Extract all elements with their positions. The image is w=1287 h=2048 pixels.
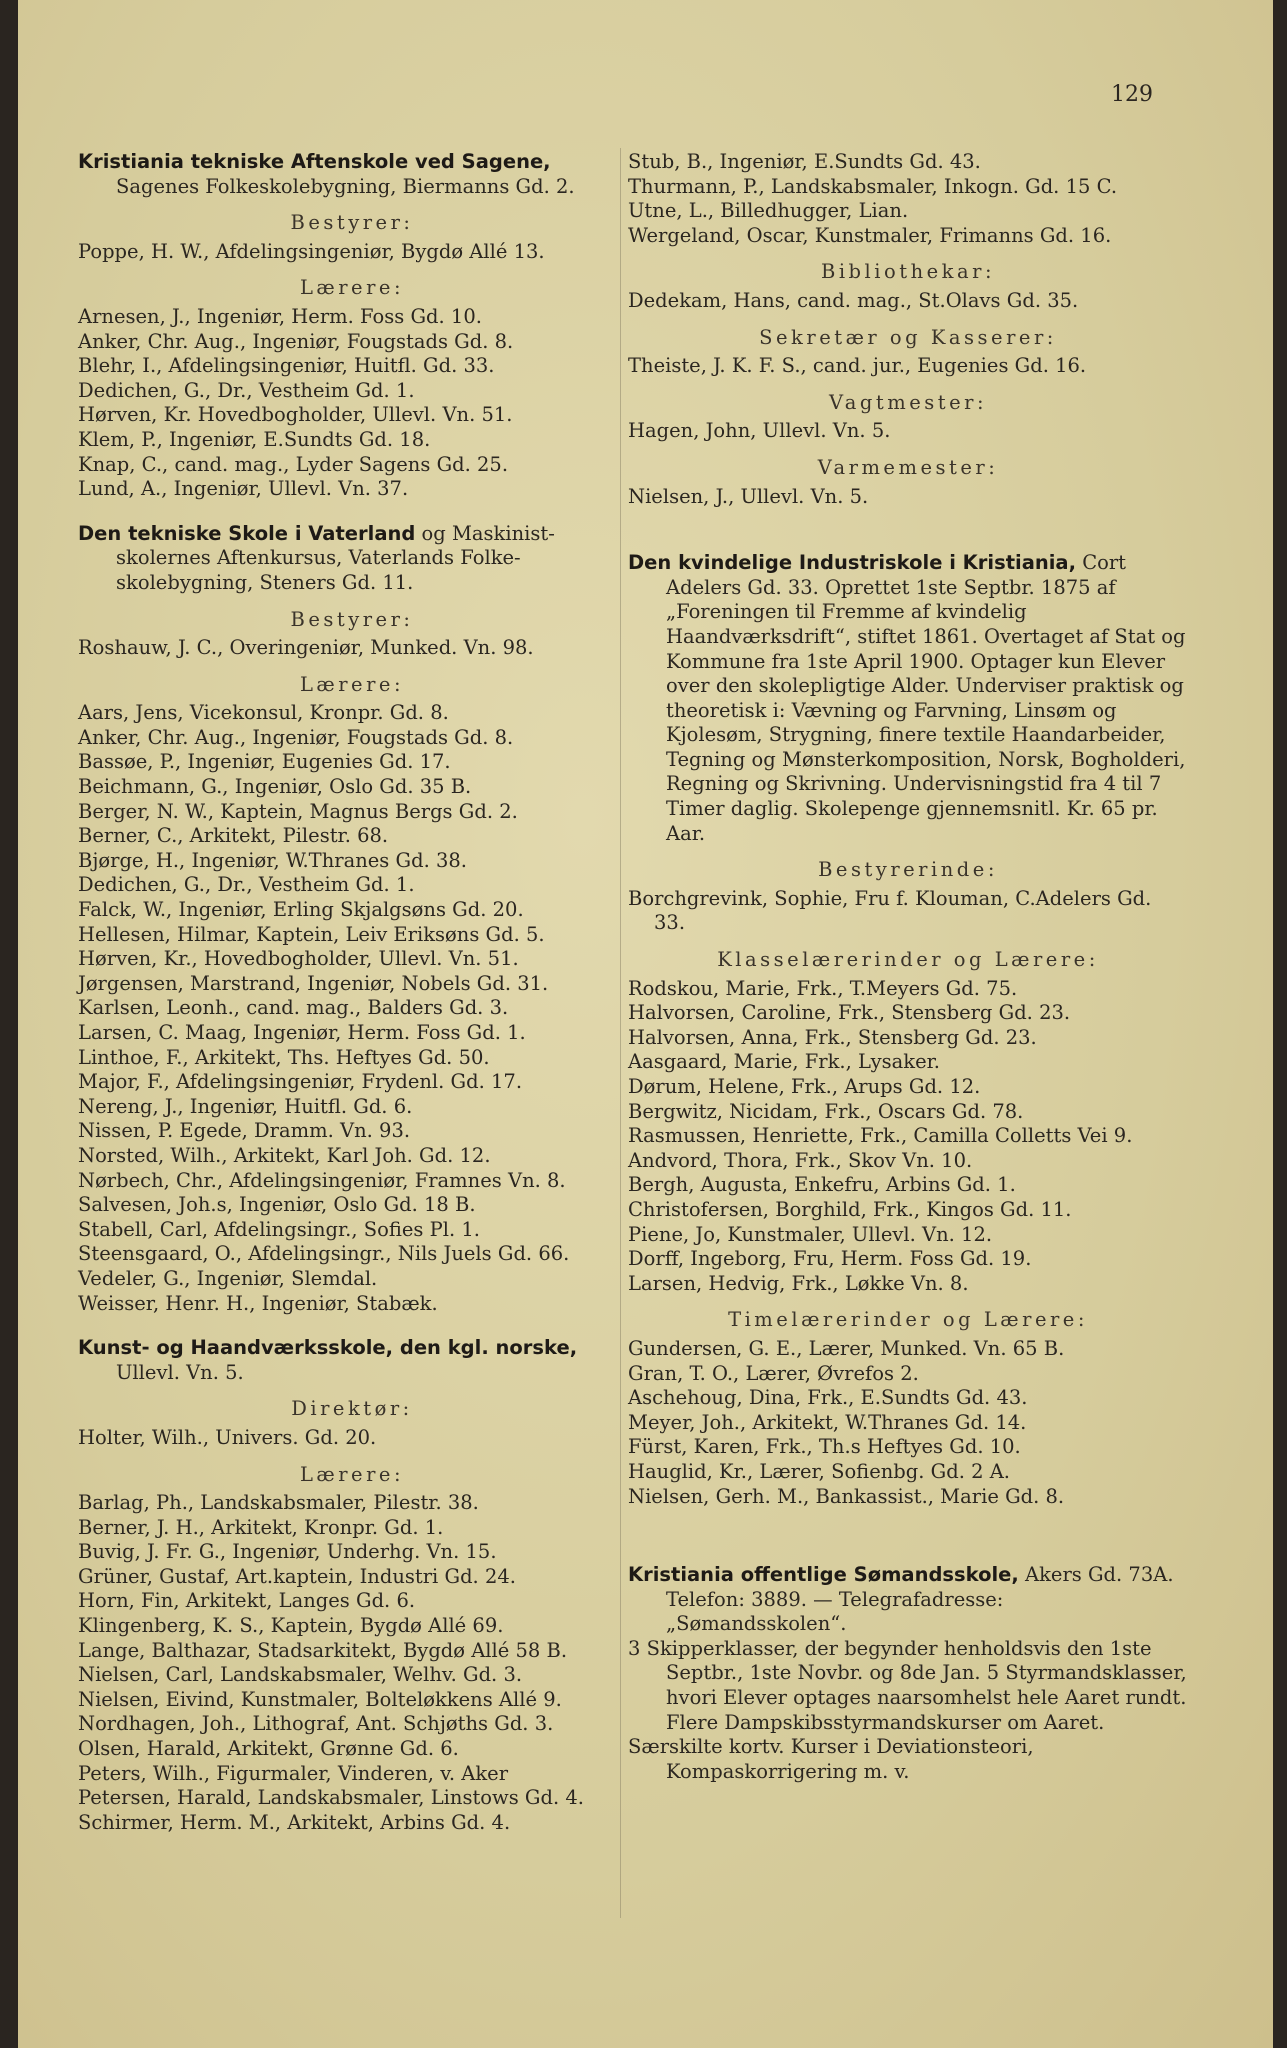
section-heading: Kristiania offentlige Sømandsskole, xyxy=(628,1563,1019,1587)
list-item: Nørbech, Chr., Afdelingsingeniør, Framnes Vn. 8. xyxy=(78,1168,566,1192)
list-item: Lund, A., Ingeniør, Ullevl. Vn. 37. xyxy=(78,477,409,501)
list-item: Bassøe, P., Ingeniør, Eugenies Gd. 17. xyxy=(78,750,451,774)
right-column xyxy=(628,150,1188,1804)
list-item: Nordhagen, Joh., Lithograf, Ant. Schjøths Gd. 3. xyxy=(78,1712,554,1736)
document-page xyxy=(18,0,1273,2048)
list-item: Piene, Jo, Kunstmaler, Ullevl. Vn. 12. xyxy=(628,1222,993,1246)
list-item: Barlag, Ph., Landskabsmaler, Pilestr. 38. xyxy=(78,1491,479,1515)
list-item: Arnesen, J., Ingeniør, Herm. Foss Gd. 10. xyxy=(78,304,482,328)
section-kvindelige-industriskole xyxy=(628,551,1188,1509)
list-item: Petersen, Harald, Landskabsmaler, Linstows Gd. 4. xyxy=(78,1786,584,1810)
role-heading: Lærere: xyxy=(299,276,405,300)
list-item: Dedichen, G., Dr., Vestheim Gd. 1. xyxy=(78,378,415,402)
role-heading: Klasselærerinder og Lærere: xyxy=(717,948,1099,972)
list-item: Hellesen, Hilmar, Kaptein, Leiv Eriksøns Gd. 5. xyxy=(78,922,545,946)
list-item: Klem, P., Ingeniør, E.Sundts Gd. 18. xyxy=(78,427,431,451)
list-item: Beichmann, G., Ingeniør, Oslo Gd. 35 B. xyxy=(78,775,472,799)
list-item: Dedichen, G., Dr., Vestheim Gd. 1. xyxy=(78,873,415,897)
list-item: Halvorsen, Anna, Frk., Stensberg Gd. 23. xyxy=(628,1025,1037,1049)
list-item: Theiste, J. K. F. S., cand. jur., Eugenies Gd. 16. xyxy=(628,354,1087,378)
list-item: Nielsen, Eivind, Kunstmaler, Bolteløkkens Allé 9. xyxy=(78,1687,562,1711)
section-tekniske-skole-vaterland xyxy=(78,522,626,1316)
list-item: Poppe, H. W., Afdelingsingeniør, Bygdø Allé 13. xyxy=(78,239,545,263)
list-item: Bergwitz, Nicidam, Frk., Oscars Gd. 78. xyxy=(628,1099,1024,1123)
list-item: Steensgaard, O., Afdelingsingr., Nils Juels Gd. 66. xyxy=(78,1242,570,1266)
role-heading: Vagtmester: xyxy=(828,390,988,414)
list-item: Aars, Jens, Vicekonsul, Kronpr. Gd. 8. xyxy=(78,701,449,725)
list-item: Anker, Chr. Aug., Ingeniør, Fougstads Gd. 8. xyxy=(78,329,514,353)
list-item: Utne, L., Billedhugger, Lian. xyxy=(628,199,909,223)
list-item: Stabell, Carl, Afdelingsingr., Sofies Pl. 1. xyxy=(78,1217,480,1241)
section-kunst-haandvaerksskole xyxy=(78,1336,626,1835)
list-item: Linthoe, F., Arkitekt, Ths. Heftyes Gd. 50. xyxy=(78,1045,490,1069)
list-item: Larsen, C. Maag, Ingeniør, Herm. Foss Gd. 1. xyxy=(78,1021,526,1044)
list-item: Buvig, J. Fr. G., Ingeniør, Underhg. Vn. 15. xyxy=(78,1540,497,1564)
role-heading: Direktør: xyxy=(291,1397,413,1421)
list-item: Vedeler, G., Ingeniør, Slemdal. xyxy=(78,1266,378,1290)
role-heading: Varmemester: xyxy=(817,455,999,479)
section-tekniske-aftenskole-sagene xyxy=(78,150,626,502)
section-offentlige-somandsskole xyxy=(628,1563,1188,1784)
list-item: Bergh, Augusta, Enkefru, Arbins Gd. 1. xyxy=(628,1173,1016,1197)
list-item: Nereng, J., Ingeniør, Huitfl. Gd. 6. xyxy=(78,1094,413,1118)
paragraph: 3 Skipperklasser, der begynder henholdsvis den 1ste Septbr., 1ste Novbr. og 8de Jan. 5 Styrmandsklasser, hvori Elever optages naarsomhelst hele Aaret rundt. Flere Dampskibsstyrmandskurser om Aaret. xyxy=(628,1636,1187,1734)
role-heading: Lærere: xyxy=(299,672,405,696)
list-item: Stub, B., Ingeniør, E.Sundts Gd. 43. xyxy=(628,150,981,173)
spacer xyxy=(628,517,1188,551)
list-item: Halvorsen, Caroline, Frk., Stensberg Gd. 23. xyxy=(628,1001,1071,1025)
list-item: Larsen, Hedvig, Frk., Løkke Vn. 8. xyxy=(628,1271,969,1295)
list-item: Falck, W., Ingeniør, Erling Skjalgsøns Gd. 20. xyxy=(78,898,524,922)
list-item: Rodskou, Marie, Frk., T.Meyers Gd. 75. xyxy=(628,976,1018,1000)
list-item: Salvesen, Joh.s, Ingeniør, Oslo Gd. 18 B. xyxy=(78,1193,476,1217)
list-item: Norsted, Wilh., Arkitekt, Karl Joh. Gd. 12. xyxy=(78,1143,491,1167)
list-item: Hagen, John, Ullevl. Vn. 5. xyxy=(628,419,891,443)
list-item: Holter, Wilh., Univers. Gd. 20. xyxy=(78,1425,377,1449)
list-item: Aasgaard, Marie, Frk., Lysaker. xyxy=(628,1050,940,1074)
list-item: Knap, C., cand. mag., Lyder Sagens Gd. 25. xyxy=(78,452,509,476)
list-item: Fürst, Karen, Frk., Th.s Heftyes Gd. 10. xyxy=(628,1435,1021,1459)
list-item: Berner, J. H., Arkitekt, Kronpr. Gd. 1. xyxy=(78,1515,444,1539)
list-item: Major, F., Afdelingsingeniør, Frydenl. Gd. 17. xyxy=(78,1070,523,1094)
section-continuation xyxy=(628,150,1188,509)
list-item: Borchgrevink, Sophie, Fru f. Klouman, C.Adelers Gd. 33. xyxy=(628,886,1152,935)
list-item: Nissen, P. Egede, Dramm. Vn. 93. xyxy=(78,1119,411,1143)
paragraph: Særskilte kortv. Kurser i Deviationsteori, Kompaskorrigering m. v. xyxy=(628,1735,1034,1783)
list-item: Dørum, Helene, Frk., Arups Gd. 12. xyxy=(628,1075,981,1098)
list-item: Peters, Wilh., Figurmaler, Vinderen, v. Aker xyxy=(78,1761,509,1785)
role-heading: Timelærerinder og Lærere: xyxy=(728,1308,1088,1332)
list-item: Christofersen, Borghild, Frk., Kingos Gd. 11. xyxy=(628,1197,1072,1221)
list-item: Rasmussen, Henriette, Frk., Camilla Colletts Vei 9. xyxy=(628,1124,1133,1148)
list-item: Grüner, Gustaf, Art.kaptein, Industri Gd. 24. xyxy=(78,1564,516,1588)
list-item: Wergeland, Oscar, Kunstmaler, Frimanns Gd. 16. xyxy=(628,223,1112,247)
list-item: Olsen, Harald, Arkitekt, Grønne Gd. 6. xyxy=(78,1737,459,1761)
list-item: Thurmann, P., Landskabsmaler, Inkogn. Gd. 15 C. xyxy=(628,174,1118,198)
list-item: Dedekam, Hans, cand. mag., St.Olavs Gd. 35. xyxy=(628,288,1079,312)
list-item: Blehr, I., Afdelingsingeniør, Huitfl. Gd. 33. xyxy=(78,354,495,378)
list-item: Nielsen, Gerh. M., Bankassist., Marie Gd. 8. xyxy=(628,1484,1065,1508)
list-item: Berner, C., Arkitekt, Pilestr. 68. xyxy=(78,824,389,848)
list-item: Jørgensen, Marstrand, Ingeniør, Nobels Gd. 31. xyxy=(78,971,549,995)
role-heading: Bestyrer: xyxy=(290,607,414,631)
section-intro: og Maskinist-skolernes Aftenkursus, Vaterlands Folke-skolebygning, Steners Gd. 11. xyxy=(116,521,555,594)
list-item: Karlsen, Leonh., cand. mag., Balders Gd. 3. xyxy=(78,996,509,1020)
list-item: Andvord, Thora, Frk., Skov Vn. 10. xyxy=(628,1148,973,1172)
list-item: Hørven, Kr. Hovedbogholder, Ullevl. Vn. 51. xyxy=(78,403,513,427)
list-item: Nielsen, Carl, Landskabsmaler, Welhv. Gd. 3. xyxy=(78,1663,523,1687)
list-item: Hauglid, Kr., Lærer, Sofienbg. Gd. 2 A. xyxy=(628,1459,1010,1483)
spacer xyxy=(628,1529,1188,1563)
list-item: Meyer, Joh., Arkitekt, W.Thranes Gd. 14. xyxy=(628,1410,1027,1434)
list-item: Berger, N. W., Kaptein, Magnus Bergs Gd. 2. xyxy=(78,799,518,823)
section-intro: Sagenes Folkeskolebygning, Biermanns Gd. 2. xyxy=(116,174,575,198)
list-item: Aschehoug, Dina, Frk., E.Sundts Gd. 43. xyxy=(628,1386,1028,1410)
role-heading: Bibliothekar: xyxy=(820,260,996,284)
list-item: Roshauw, J. C., Overingeniør, Munked. Vn. 98. xyxy=(78,636,534,660)
section-heading: Den kvindelige Industriskole i Kristiania, xyxy=(628,551,1076,575)
section-intro: Cort Adelers Gd. 33. Oprettet 1ste Septbr. 1875 af „Foreningen til Fremme af kvindelig Haandværksdrift“, stiftet 1861. Overtaget af Stat og Kommune fra 1ste April 1900. Optager kun Elever over den skolepligtige Alder. Underviser praktisk og theoretisk i: Vævning og Farvning, Linsøm og Kjolesøm, Strygning, finere textile Haandarbeider, Tegning og Mønsterkomposition, Norsk, Bogholderi, Regning og Skrivning. Undervisningstid fra 4 til 7 Timer daglig. Skolepenge gjennemsnitl. Kr. 65 pr. Aar. xyxy=(666,551,1186,845)
section-heading: Kunst- og Haandværksskole, den kgl. norske, xyxy=(78,1336,578,1360)
list-item: Weisser, Henr. H., Ingeniør, Stabæk. xyxy=(78,1291,438,1315)
section-heading: Den tekniske Skole i Vaterland xyxy=(78,521,416,545)
section-heading: Kristiania tekniske Aftenskole ved Sagene, xyxy=(78,150,551,173)
left-column xyxy=(78,150,626,1855)
list-item: Nielsen, J., Ullevl. Vn. 5. xyxy=(628,484,869,508)
role-heading: Sekretær og Kasserer: xyxy=(759,325,1057,349)
list-item: Lange, Balthazar, Stadsarkitekt, Bygdø Allé 58 B. xyxy=(78,1638,568,1662)
list-item: Dorff, Ingeborg, Fru, Herm. Foss Gd. 19. xyxy=(628,1247,1032,1271)
role-heading: Bestyrerinde: xyxy=(818,858,998,882)
list-item: Gundersen, G. E., Lærer, Munked. Vn. 65 B. xyxy=(628,1336,1065,1360)
list-item: Hørven, Kr., Hovedbogholder, Ullevl. Vn. 51. xyxy=(78,947,519,971)
list-item: Gran, T. O., Lærer, Øvrefos 2. xyxy=(628,1361,919,1385)
list-item: Anker, Chr. Aug., Ingeniør, Fougstads Gd. 8. xyxy=(78,725,514,749)
page-number: 129 xyxy=(1111,82,1153,107)
section-intro: Akers Gd. 73A. Telefon: 3889. — Telegrafadresse: „Sømandsskolen“. xyxy=(666,1563,1174,1636)
role-heading: Lærere: xyxy=(299,1462,405,1486)
role-heading: Bestyrer: xyxy=(290,211,414,235)
list-item: Klingenberg, K. S., Kaptein, Bygdø Allé 69. xyxy=(78,1614,504,1638)
list-item: Bjørge, H., Ingeniør, W.Thranes Gd. 38. xyxy=(78,848,467,872)
section-intro: Ullevl. Vn. 5. xyxy=(116,1360,244,1384)
list-item: Schirmer, Herm. M., Arkitekt, Arbins Gd. 4. xyxy=(78,1810,511,1834)
list-item: Horn, Fin, Arkitekt, Langes Gd. 6. xyxy=(78,1589,416,1613)
